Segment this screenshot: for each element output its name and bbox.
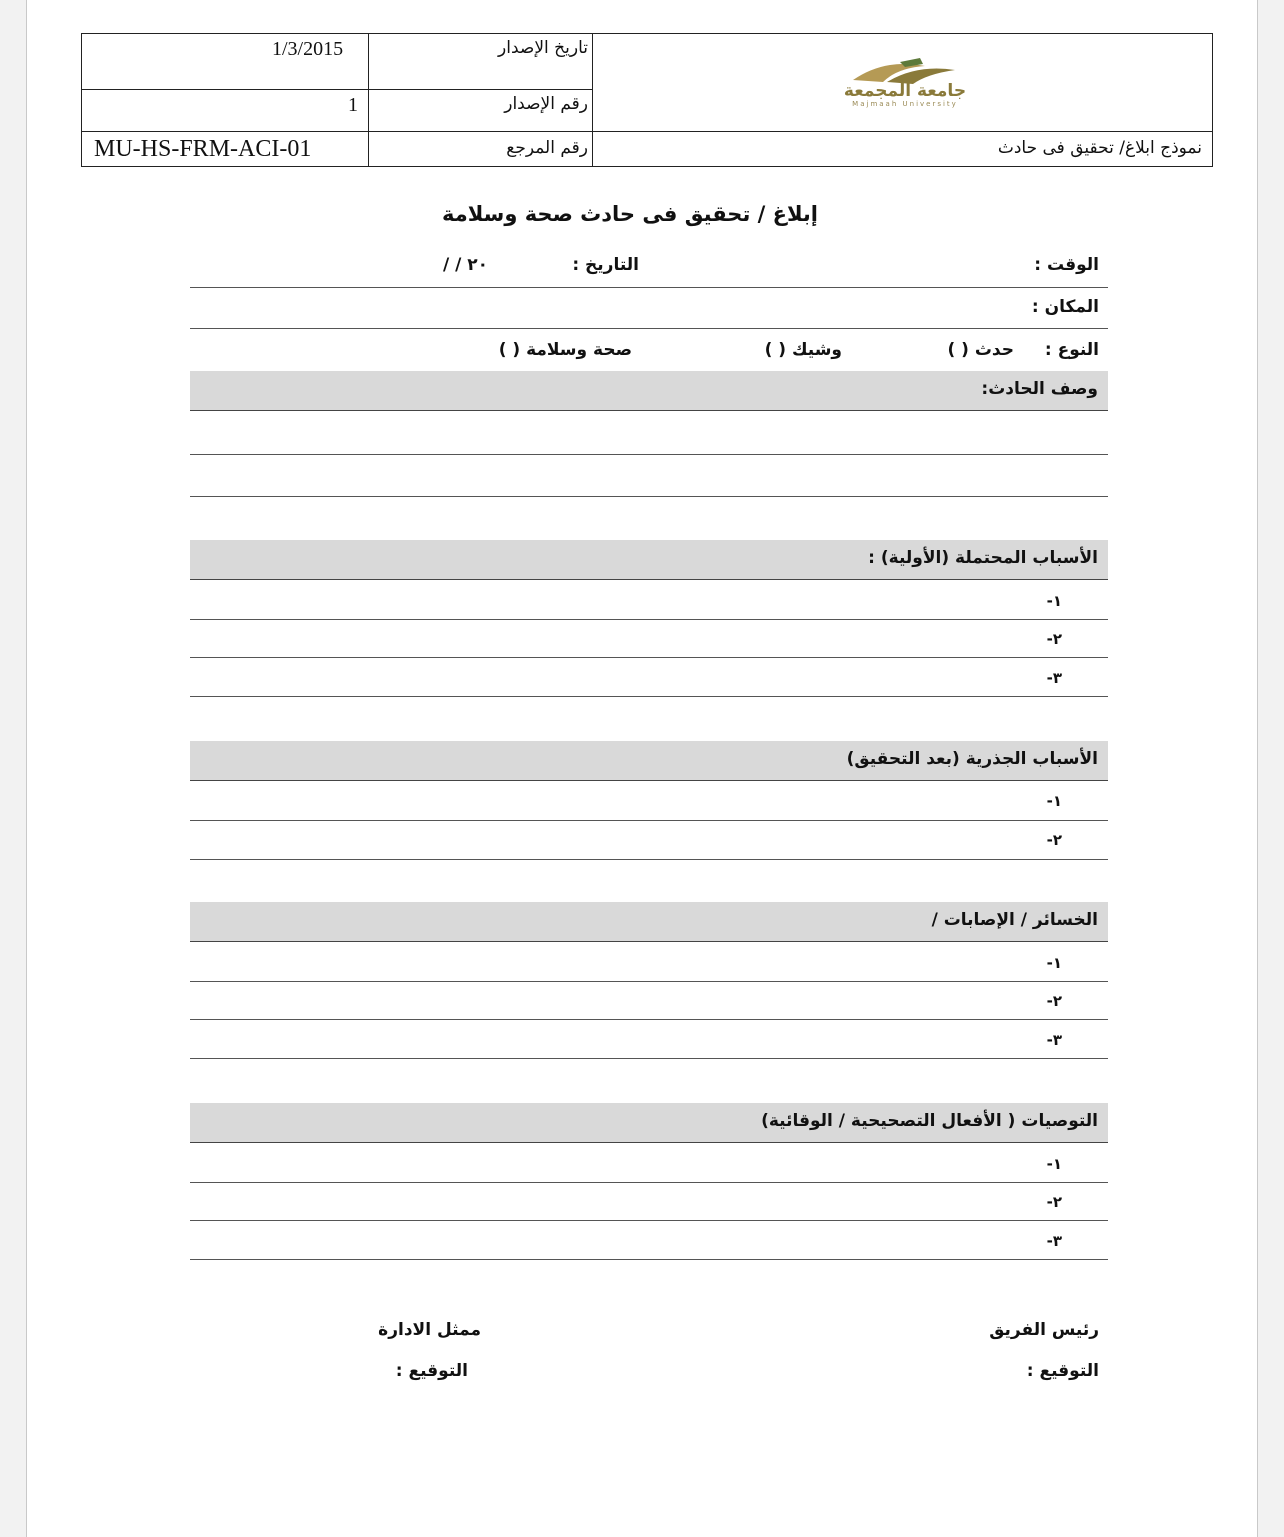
section-probable-causes: [190, 540, 1108, 580]
list-item-number: ٢-: [1046, 831, 1062, 849]
form-name: نموذج ابلاغ/ تحقيق فى حادث: [997, 138, 1202, 158]
section-title: الخسائر / الإصابات /: [931, 910, 1098, 930]
form-rule: [190, 287, 1108, 288]
list-item-number: ٣-: [1046, 1031, 1062, 1049]
form-rule: [190, 981, 1108, 982]
form-rule: [190, 1182, 1108, 1183]
list-item-number: ٢-: [1046, 992, 1062, 1010]
list-item-number: ٣-: [1046, 669, 1062, 687]
form-rule: [190, 859, 1108, 860]
logo-arabic-text: جامعة المجمعة: [843, 81, 967, 101]
form-rule: [190, 1220, 1108, 1221]
page-edge-right: [1257, 0, 1284, 1537]
incident-description-label: وصف الحادث:: [981, 379, 1098, 399]
form-rule: [190, 1259, 1108, 1260]
list-item-number: ١-: [1046, 792, 1062, 810]
list-item-number: ٢-: [1046, 630, 1062, 648]
form-rule: [190, 657, 1108, 658]
header-divider: [368, 34, 369, 166]
type-option-near-miss[interactable]: وشيك ( ): [764, 340, 842, 360]
incident-description-band: [190, 371, 1108, 411]
form-rule: [190, 454, 1108, 455]
form-rule: [190, 1019, 1108, 1020]
form-title: إبلاغ / تحقيق فى حادث صحة وسلامة: [442, 202, 818, 226]
management-rep-label: ممثل الادارة: [378, 1320, 481, 1340]
type-label: النوع :: [1044, 340, 1099, 360]
section-title: التوصيات ( الأفعال التصحيحية / الوقائية): [761, 1111, 1098, 1131]
form-rule: [190, 1058, 1108, 1059]
majmaah-university-logo: [805, 56, 1005, 108]
list-item-number: ٣-: [1046, 1232, 1062, 1250]
header-divider: [82, 131, 1212, 132]
list-item-number: ٢-: [1046, 1193, 1062, 1211]
book-emblem-icon: [805, 56, 1005, 108]
section-title: الأسباب المحتملة (الأولية) :: [868, 548, 1098, 568]
issue-date-label: تاريخ الإصدار: [498, 38, 588, 58]
header-divider: [82, 89, 593, 90]
document-header-table: [81, 33, 1213, 167]
place-label: المكان :: [1031, 297, 1099, 317]
team-leader-signature-label: التوقيع :: [1026, 1361, 1099, 1381]
form-rule: [190, 820, 1108, 821]
section-title: الأسباب الجذرية (بعد التحقيق): [846, 749, 1098, 769]
list-item-number: ١-: [1046, 954, 1062, 972]
list-item-number: ١-: [1046, 1155, 1062, 1173]
page-edge-left: [0, 0, 27, 1537]
reference-label: رقم المرجع: [506, 138, 588, 158]
section-losses-injuries: [190, 902, 1108, 942]
reference-value: MU-HS-FRM-ACI-01: [94, 136, 312, 162]
type-option-event[interactable]: حدث ( ): [947, 340, 1014, 360]
management-rep-signature-label: التوقيع :: [395, 1361, 468, 1381]
issue-number-value: 1: [348, 94, 358, 116]
type-option-health-safety[interactable]: صحة وسلامة ( ): [498, 340, 632, 360]
time-label: الوقت :: [1034, 255, 1099, 275]
form-rule: [190, 619, 1108, 620]
header-divider: [592, 34, 593, 166]
logo-english-text: Majmaah University: [852, 100, 958, 108]
section-recommendations: [190, 1103, 1108, 1143]
issue-date-value: 1/3/2015: [272, 38, 344, 60]
form-rule: [190, 328, 1108, 329]
team-leader-label: رئيس الفريق: [989, 1320, 1099, 1340]
issue-number-label: رقم الإصدار: [504, 94, 588, 114]
date-value: / / ٢٠: [443, 255, 489, 275]
date-label: التاريخ :: [572, 255, 639, 275]
section-root-causes: [190, 741, 1108, 781]
list-item-number: ١-: [1046, 592, 1062, 610]
form-rule: [190, 696, 1108, 697]
form-rule: [190, 496, 1108, 497]
